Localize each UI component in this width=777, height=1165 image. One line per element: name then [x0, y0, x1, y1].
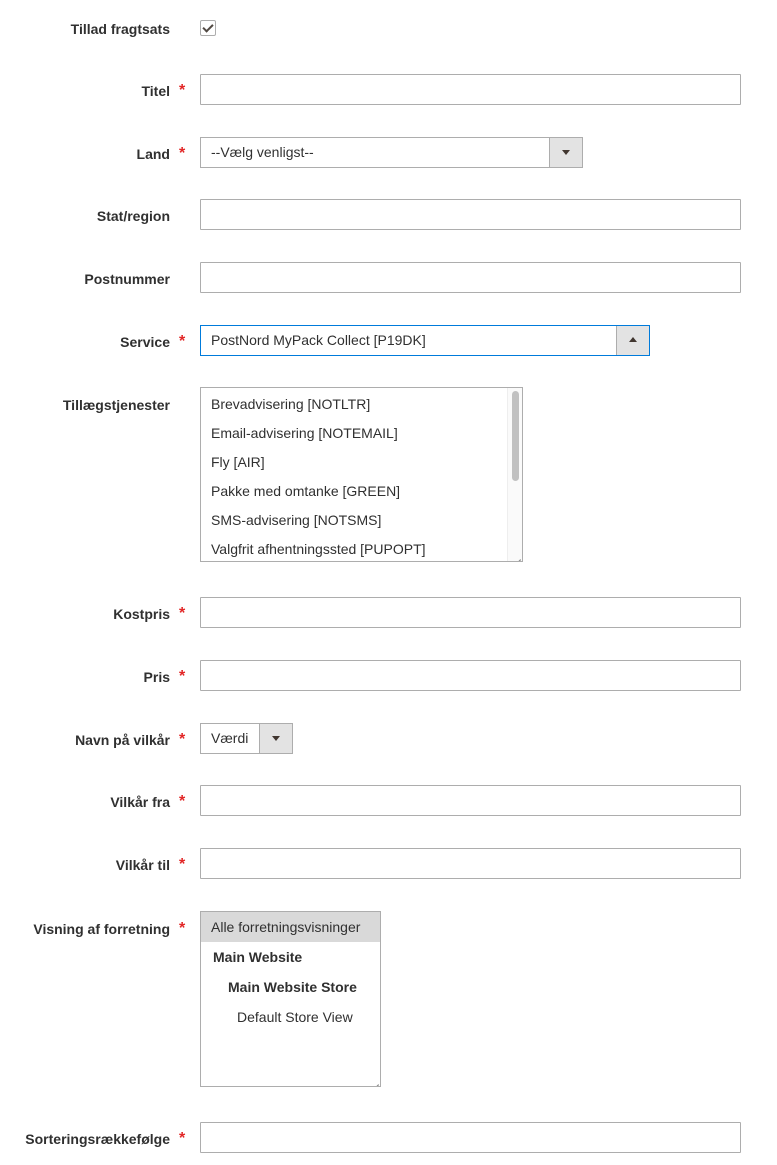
required-marker: *	[179, 920, 186, 937]
service-selected-value: PostNord MyPack Collect [P19DK]	[211, 332, 426, 348]
required-marker: *	[179, 856, 186, 873]
chevron-up-icon	[629, 337, 637, 342]
country-selected-value: --Vælg venligst--	[211, 144, 314, 160]
sort-order-label: Sorteringsrækkefølge	[25, 1131, 170, 1147]
price-input[interactable]	[200, 660, 741, 691]
required-marker: *	[179, 793, 186, 810]
cost-input[interactable]	[200, 597, 741, 628]
addon-option[interactable]: Pakke med omtanke [GREEN]	[211, 483, 401, 499]
addon-option[interactable]: Valgfrit afhentningssted [PUPOPT]	[211, 541, 426, 557]
country-select[interactable]	[200, 137, 583, 168]
allow-rate-label: Tillad fragtsats	[70, 21, 170, 37]
condition-to-label: Vilkår til	[115, 857, 170, 873]
addons-multiselect[interactable]	[200, 387, 523, 562]
allow-rate-checkbox[interactable]	[200, 20, 216, 36]
condition-to-input[interactable]	[200, 848, 741, 879]
store-option-view[interactable]: Default Store View	[237, 1009, 353, 1025]
store-option-all[interactable]: Alle forretningsvisninger	[211, 919, 361, 935]
condition-from-label: Vilkår fra	[110, 794, 170, 810]
required-marker: *	[179, 731, 186, 748]
required-marker: *	[179, 82, 186, 99]
condition-name-select[interactable]	[200, 723, 293, 754]
addon-option[interactable]: Email-advisering [NOTEMAIL]	[211, 425, 398, 441]
condition-name-label: Navn på vilkår	[75, 732, 170, 748]
region-input[interactable]	[200, 199, 741, 230]
addon-option[interactable]: Brevadvisering [NOTLTR]	[211, 396, 371, 412]
required-marker: *	[179, 145, 186, 162]
required-marker: *	[179, 1130, 186, 1147]
required-marker: *	[179, 668, 186, 685]
scrollbar[interactable]	[507, 388, 522, 561]
chevron-down-icon	[272, 736, 280, 741]
addon-option[interactable]: Fly [AIR]	[211, 454, 265, 470]
cost-label: Kostpris	[113, 606, 170, 622]
service-select[interactable]	[200, 325, 650, 356]
required-marker: *	[179, 333, 186, 350]
chevron-down-icon	[562, 150, 570, 155]
resize-grip-icon[interactable]	[369, 1075, 379, 1085]
title-label: Titel	[141, 83, 170, 99]
postcode-input[interactable]	[200, 262, 741, 293]
condition-from-input[interactable]	[200, 785, 741, 816]
sort-order-input[interactable]	[200, 1122, 741, 1153]
select-arrow	[549, 138, 582, 167]
store-option-website[interactable]: Main Website	[213, 949, 303, 965]
price-label: Pris	[143, 669, 170, 685]
title-input[interactable]	[200, 74, 741, 105]
store-view-multiselect[interactable]	[200, 911, 381, 1087]
addon-option[interactable]: SMS-advisering [NOTSMS]	[211, 512, 382, 528]
country-label: Land	[136, 146, 170, 162]
scrollbar-thumb[interactable]	[512, 391, 519, 481]
condition-name-selected-value: Værdi	[211, 730, 249, 746]
select-arrow	[616, 326, 649, 355]
addons-label: Tillægstjenester	[62, 397, 170, 413]
service-label: Service	[120, 334, 170, 350]
store-view-label: Visning af forretning	[33, 921, 170, 937]
postcode-label: Postnummer	[84, 271, 170, 287]
required-marker: *	[179, 605, 186, 622]
resize-grip-icon[interactable]	[511, 550, 521, 560]
store-option-store[interactable]: Main Website Store	[228, 979, 357, 995]
select-arrow	[259, 724, 292, 753]
check-mark-icon	[202, 21, 213, 32]
region-label: Stat/region	[96, 208, 170, 224]
